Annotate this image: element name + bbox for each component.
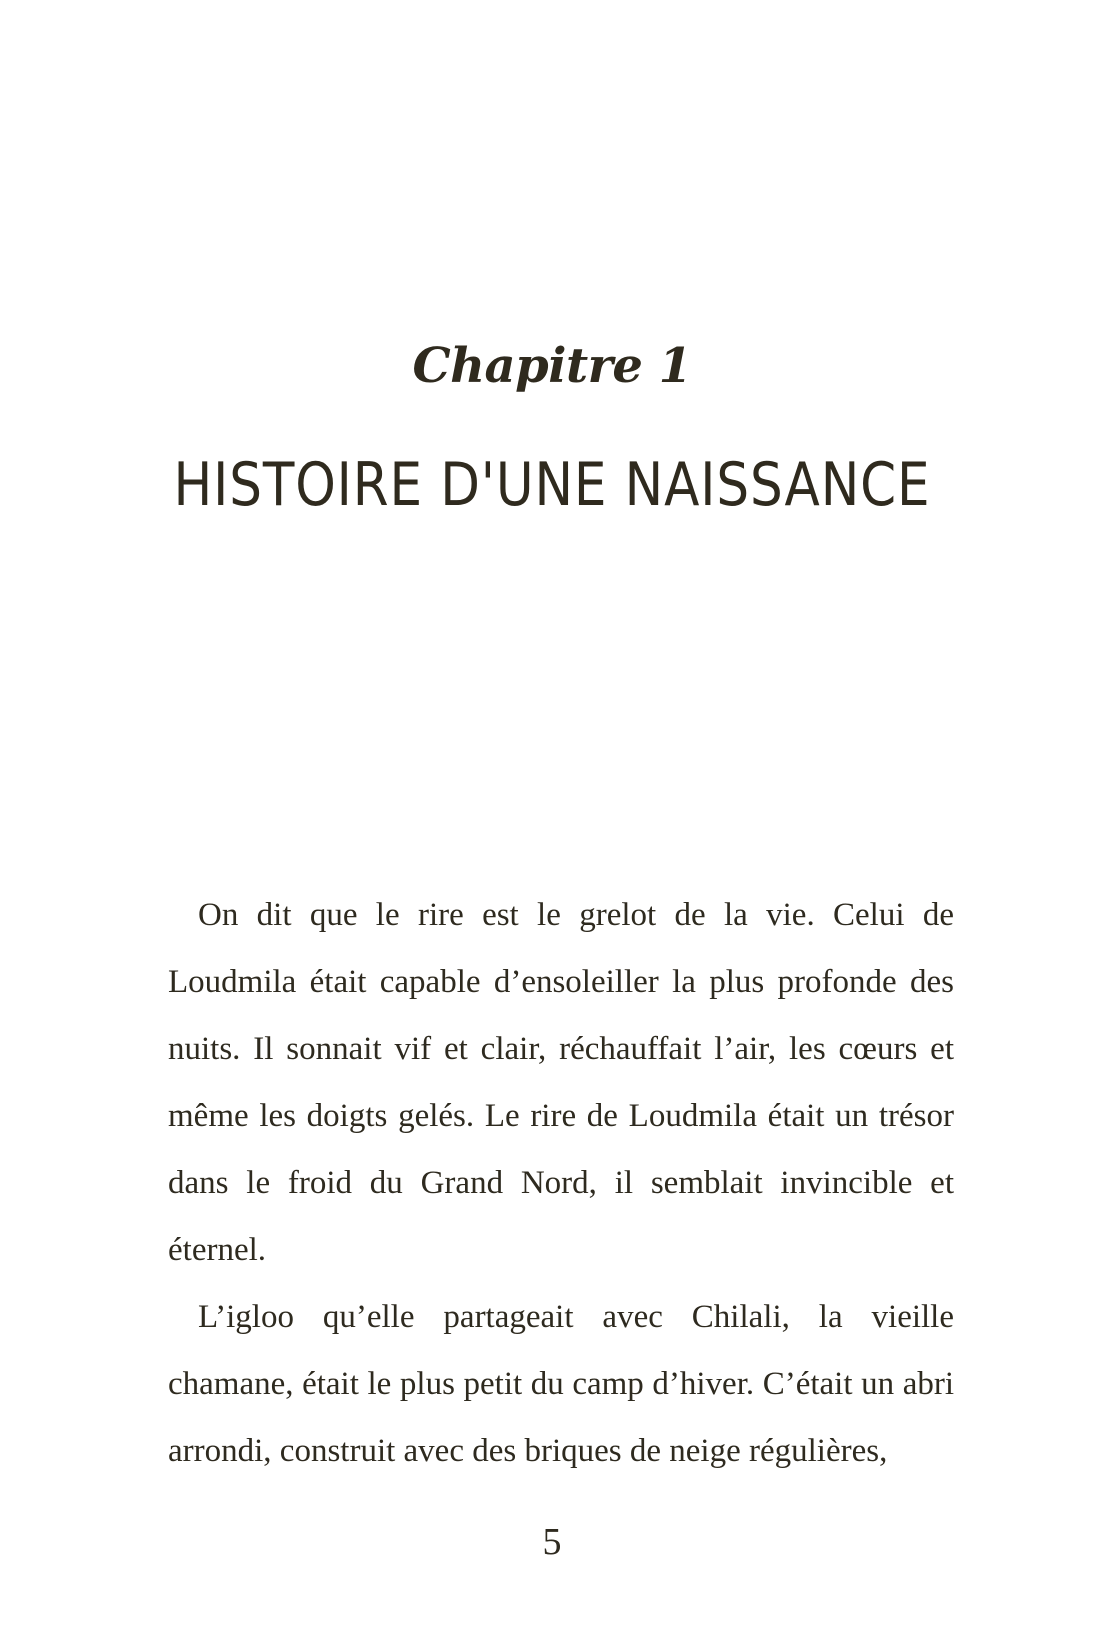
chapter-label: Chapitre 1 — [412, 338, 692, 394]
chapter-title: HISTOIRE D'UNE NAISSANCE — [173, 450, 931, 520]
paragraph: L’igloo qu’elle partageait avec Chilali, la vieille chamane, était le plus petit du camp d’hiver. C’était un abri arrondi, construit avec des briques de neige régulières, — [168, 1299, 954, 1469]
body-text — [168, 882, 954, 1485]
paragraph: On dit que le rire est le grelot de la vie. Celui de Loudmila était capable d’ensoleiller la plus profonde des nuits. Il sonnait vif et clair, réchauffait l’air, les cœurs et même les doigts gelés. Le rire de Loudmila était un trésor dans le froid du Grand Nord, il semblait invincible et éternel. — [168, 897, 954, 1268]
page-number: 5 — [542, 1521, 562, 1563]
